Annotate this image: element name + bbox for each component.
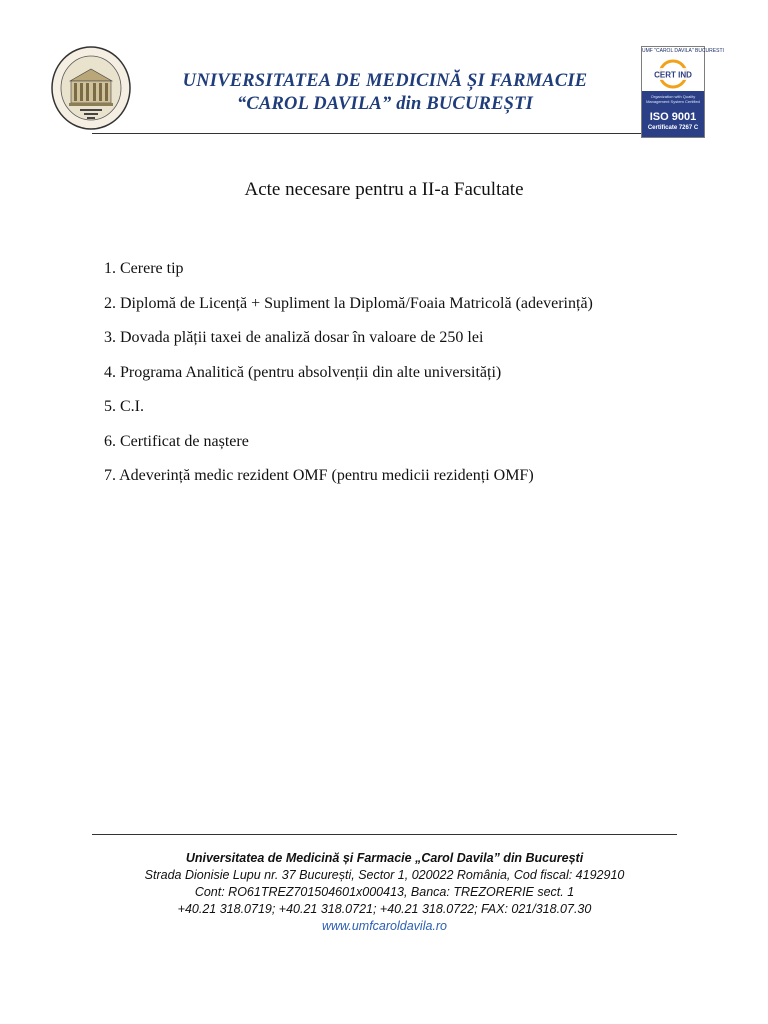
certind-logo-icon [646, 59, 700, 89]
list-item: 5. C.I. [104, 398, 144, 415]
list-item: 2. Diplomă de Licență + Supliment la Diplomă/Foaia Matricolă (adeverință) [104, 294, 593, 312]
footer-university-name: Universitatea de Medicină și Farmacie „Carol Davila” din București [185, 851, 584, 865]
cert-small-text: Organization with Quality Management System Certified [646, 94, 700, 104]
list-item: 6. Certificat de naștere [104, 432, 249, 450]
footer-divider [92, 834, 677, 835]
document-title: Acte necesare pentru a II-a Facultate [244, 179, 524, 200]
university-seal-icon [50, 45, 132, 131]
footer-phones: +40.21 318.0719; +40.21 318.0721; +40.21 318.0722; FAX: 021/318.07.30 [177, 902, 592, 916]
footer [92, 850, 677, 935]
cert-number: Certificate 7267 C [647, 125, 699, 131]
list-item: 1. Cerere tip [104, 260, 184, 277]
university-name-line2: “CAROL DAVILA” din BUCUREȘTI [236, 94, 534, 114]
cert-iso-label: ISO 9001 [649, 111, 697, 123]
cert-top-text: UMF "CAROL DAVILA" BUCURESTI [642, 48, 724, 54]
footer-website-link[interactable]: www.umfcaroldavila.ro [321, 919, 448, 933]
list-item: 3. Dovada plății taxei de analiză dosar în valoare de 250 lei [104, 329, 484, 346]
university-name [140, 70, 630, 116]
header-divider [92, 133, 642, 134]
list-item: 7. Adeverință medic rezident OMF (pentru medicii rezidenți OMF) [104, 467, 534, 484]
requirements-list [104, 258, 704, 500]
university-name-line1: UNIVERSITATEA DE MEDICINĂ ȘI FARMACIE [182, 71, 588, 91]
footer-address: Strada Dionisie Lupu nr. 37 București, Sector 1, 020022 România, Cod fiscal: 4192910 [144, 868, 625, 882]
footer-account: Cont: RO61TREZ701504601x000413, Banca: TREZORERIE sect. 1 [194, 885, 575, 899]
cert-logo-text: CERT IND [654, 70, 692, 80]
iso-certificate-badge [641, 46, 724, 138]
list-item: 4. Programa Analitică (pentru absolvenții din alte universități) [104, 363, 502, 381]
